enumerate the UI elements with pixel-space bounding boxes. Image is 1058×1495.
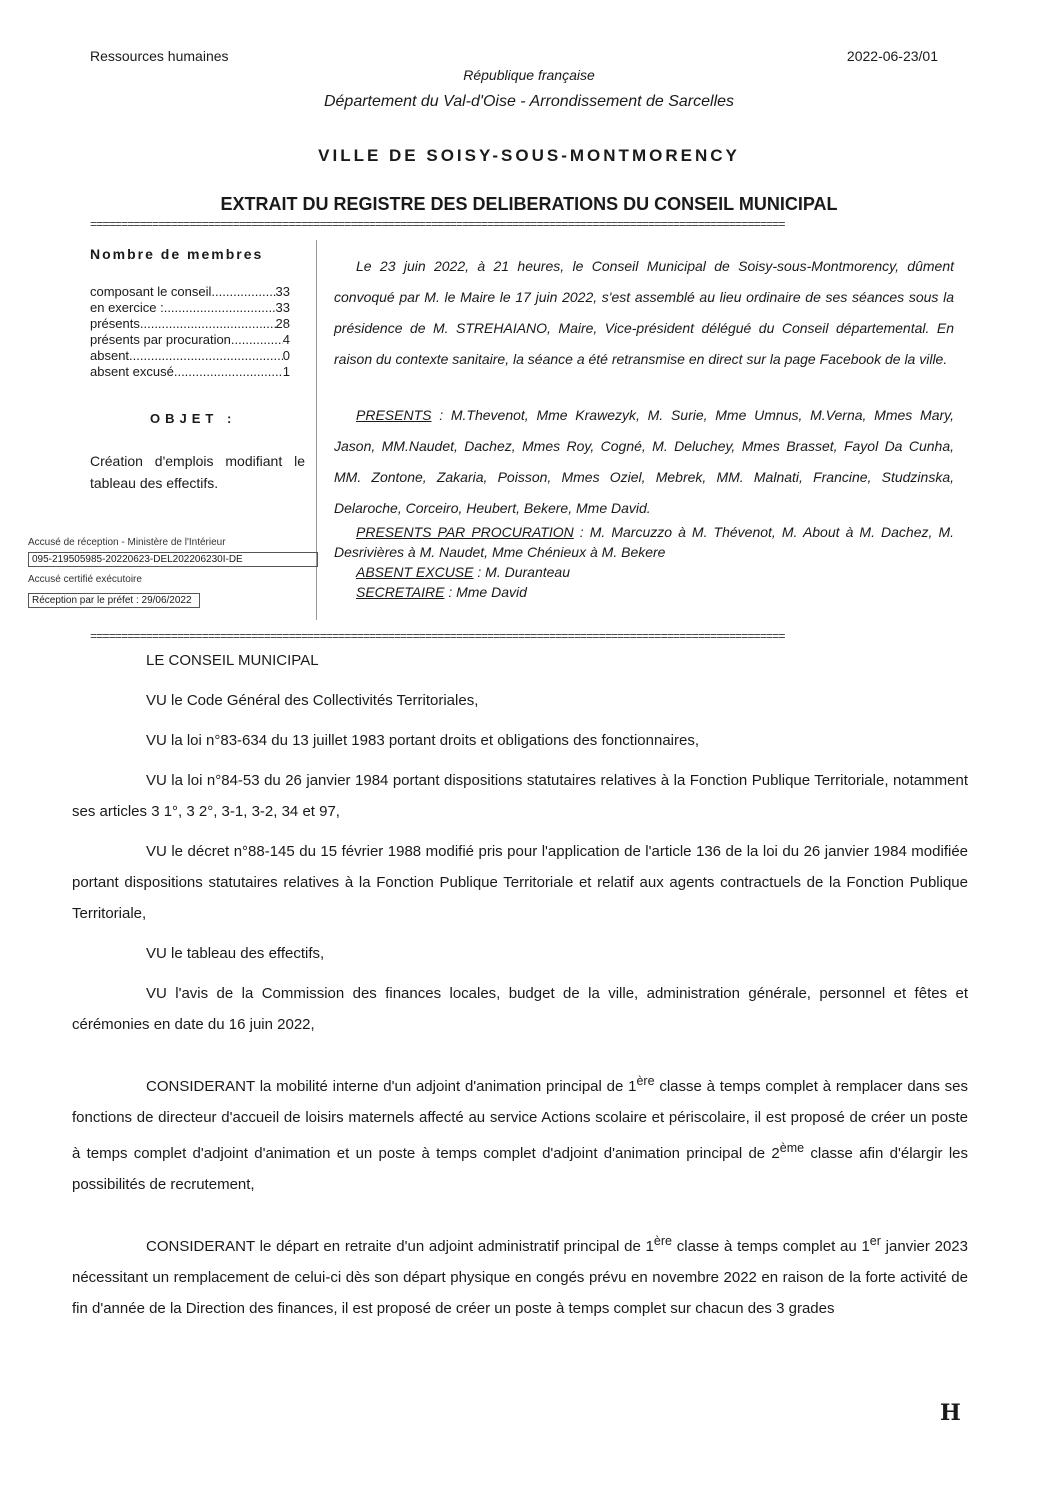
ville-title: VILLE DE SOISY-SOUS-MONTMORENCY bbox=[318, 146, 740, 165]
document-title: EXTRAIT DU REGISTRE DES DELIBERATIONS DU CONSEIL MUNICIPAL bbox=[220, 194, 838, 214]
members-title: Nombre de membres bbox=[90, 246, 264, 262]
procuration-paragraph bbox=[334, 522, 954, 562]
separator-rule-bottom: ================================================================================================================ bbox=[90, 632, 785, 642]
considerant-paragraph: CONSIDERANT le départ en retraite d'un adjoint administratif principal de 1ère classe à temps complet au 1er janvier 2023 nécessitant un remplacement de celui-ci dès son départ physique en congés prévu en novembre 2022 en raison de la forte activité de fin d'année de la Direction des finances, il est proposé de créer un poste à temps complet sur chacun des 3 grades bbox=[72, 1234, 968, 1317]
republique-label: République française bbox=[463, 67, 595, 83]
objet-text: Création d'emplois modifiant le tableau des effectifs. bbox=[90, 453, 305, 491]
initials-mark: H bbox=[940, 1400, 961, 1426]
secretaire-paragraph bbox=[334, 582, 954, 602]
vu-paragraph: VU la loi n°84-53 du 26 janvier 1984 portant dispositions statutaires relatives à la Fonction Publique Territoriale, notamment ses articles 3 1°, 3 2°, 3-1, 3-2, 34 et 97, bbox=[72, 772, 968, 820]
presents-label: PRESENTS bbox=[356, 407, 432, 423]
vu-paragraph: VU le tableau des effectifs, bbox=[146, 945, 325, 962]
absent-label: ABSENT EXCUSE bbox=[356, 564, 474, 580]
absent-paragraph bbox=[334, 562, 954, 582]
objet-label: OBJET : bbox=[150, 411, 237, 426]
members-row: composant le conseil ..... 33 bbox=[90, 284, 290, 300]
presents-paragraph bbox=[334, 400, 954, 524]
session-intro bbox=[334, 251, 954, 375]
header-reference: 2022-06-23/01 bbox=[846, 48, 938, 64]
members-row: absent excusé ..... 1 bbox=[90, 364, 290, 380]
members-row: en exercice : ..... 33 bbox=[90, 300, 290, 316]
members-row: présents ..... 28 bbox=[90, 316, 290, 332]
vu-paragraph: VU le Code Général des Collectivités Territoriales, bbox=[146, 692, 479, 709]
stamp-certified-label: Accusé certifié exécutoire bbox=[28, 574, 142, 585]
departement-label: Département du Val-d'Oise - Arrondissement de Sarcelles bbox=[323, 93, 735, 110]
stamp-prefet-reception: Réception par le préfet : 29/06/2022 bbox=[28, 593, 200, 608]
secretaire-name: : Mme David bbox=[444, 584, 527, 600]
absent-list: : M. Duranteau bbox=[473, 564, 570, 580]
vu-paragraph: VU le décret n°88-145 du 15 février 1988 modifié pris pour l'application de l'article 136 de la loi du 26 janvier 1984 modifiée portant dispositions statutaires relatives à la Fonction Publique Territoriale et relatif aux agents contractuels de la Fonction Publique Territoriale, bbox=[72, 843, 968, 922]
presents-list: : M.Thevenot, Mme Krawezyk, M. Surie, Mme Umnus, M.Verna, Mmes Mary, Jason, MM.Naudet, Dachez, Mmes Roy, Cogné, M. Deluchey, Mmes Brasset, Fayol Da Cunha, MM. Zontone, Zakaria, Poisson, Mmes Oziel, Mebrek, MM. Malnati, Francine, Studzinska, Delaroche, Corceiro, Heubert, Bekere, Mme David. bbox=[334, 407, 954, 516]
secretaire-label: SECRETAIRE bbox=[356, 584, 445, 600]
stamp-reception-label: Accusé de réception - Ministère de l'Intérieur bbox=[28, 537, 226, 548]
members-row: absent ..... 0 bbox=[90, 348, 290, 364]
considerant-paragraph: CONSIDERANT la mobilité interne d'un adjoint d'animation principal de 1ère classe à temps complet à remplacer dans ses fonctions de directeur d'accueil de loisirs maternels affecté au service Actions scolaire et périscolaire, il est proposé de créer un poste à temps complet d'adjoint d'animation et un poste à temps complet d'adjoint d'animation principal de 2ème classe afin d'élargir les possibilités de recrutement, bbox=[72, 1074, 968, 1193]
stamp-code: 095-219505985-20220623-DEL202206230I-DE bbox=[28, 552, 318, 567]
deliberation-body bbox=[72, 645, 968, 1333]
session-intro-text: Le 23 juin 2022, à 21 heures, le Conseil Municipal de Soisy-sous-Montmorency, dûment convoqué par M. le Maire le 17 juin 2022, s'est assemblé au lieu ordinaire de ses séances sous la présidence de M. STREHAIANO, Maire, Vice-président délégué du Conseil départemental. En raison du contexte sanitaire, la séance a été retransmise en direct sur la page Facebook de la ville. bbox=[334, 258, 954, 367]
header-department-label: Ressources humaines bbox=[90, 48, 229, 64]
vu-paragraph: VU la loi n°83-634 du 13 juillet 1983 portant droits et obligations des fonctionnaires, bbox=[146, 732, 700, 749]
members-list bbox=[90, 284, 290, 380]
procuration-label: PRESENTS PAR PROCURATION bbox=[356, 524, 574, 540]
procuration-list: : M. Marcuzzo à M. Thévenot, M. About à M. Dachez, M. Desrivières à M. Naudet, Mme Chénieux à M. Bekere bbox=[334, 524, 954, 560]
vu-paragraph: VU l'avis de la Commission des finances locales, budget de la ville, administration générale, personnel et fêtes et cérémonies en date du 16 juin 2022, bbox=[72, 985, 968, 1033]
separator-rule-top: ================================================================================================================ bbox=[90, 220, 785, 230]
members-row: présents par procuration ..... 4 bbox=[90, 332, 290, 348]
conseil-heading: LE CONSEIL MUNICIPAL bbox=[146, 652, 319, 669]
